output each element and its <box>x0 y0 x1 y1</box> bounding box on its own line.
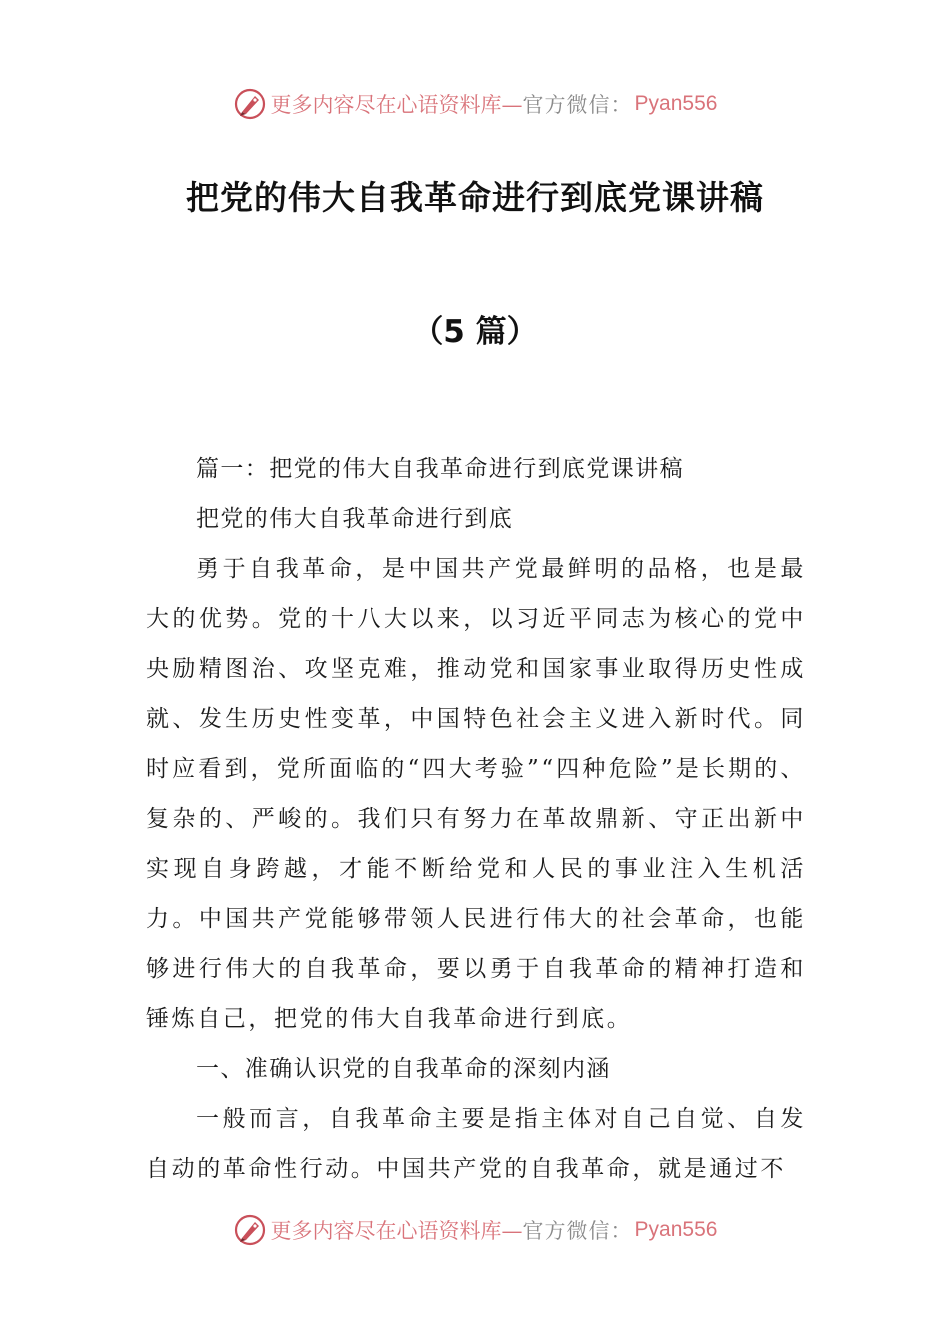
watermark-text: 更多内容尽在心语资料库— <box>270 93 523 117</box>
watermark-wechat-label: 官方微信： <box>522 93 633 117</box>
body-paragraph: 勇于自我革命，是中国共产党最鲜明的品格，也是最大的优势。党的十八大以来，以习近平同志为核心的党中央励精图治、攻坚克难，推动党和国家事业取得历史性成就、发生历史性变革，中国特色社会主义进入新时代。同时应看到，党所面临的“四大考验”“四种危险”是长期的、复杂的、严峻的。我们只有努力在革故鼎新、守正出新中实现自身跨越，才能不断给党和人民的事业注入生机活力。中国共产党能够带领人民进行伟大的社会革命，也能够进行伟大的自我革命，要以勇于自我革命的精神打造和锤炼自己，把党的伟大自我革命进行到底。 <box>146 556 806 1032</box>
document-subtitle: （5 篇） <box>412 314 538 350</box>
pen-nib-logo-icon <box>233 1213 267 1247</box>
pen-nib-logo-icon <box>233 87 267 121</box>
document-title: 把党的伟大自我革命进行到底党课讲稿 <box>186 178 764 217</box>
subsection-heading: 一、准确认识党的自我革命的深刻内涵 <box>196 1056 611 1082</box>
watermark-wechat-id: Pyan556 <box>634 92 718 115</box>
watermark-wechat-label: 官方微信： <box>522 1219 633 1243</box>
document-body <box>146 444 806 1194</box>
article-heading: 把党的伟大自我革命进行到底 <box>196 506 514 532</box>
section-heading: 篇一：把党的伟大自我革命进行到底党课讲稿 <box>196 456 684 482</box>
body-paragraph: 一般而言，自我革命主要是指主体对自己自觉、自发自动的革命性行动。中国共产党的自我革命，就是通过不 <box>146 1106 806 1182</box>
footer-watermark <box>0 1208 950 1252</box>
watermark-wechat-id: Pyan556 <box>634 1218 718 1241</box>
header-watermark <box>0 82 950 126</box>
watermark-text: 更多内容尽在心语资料库— <box>270 1219 523 1243</box>
